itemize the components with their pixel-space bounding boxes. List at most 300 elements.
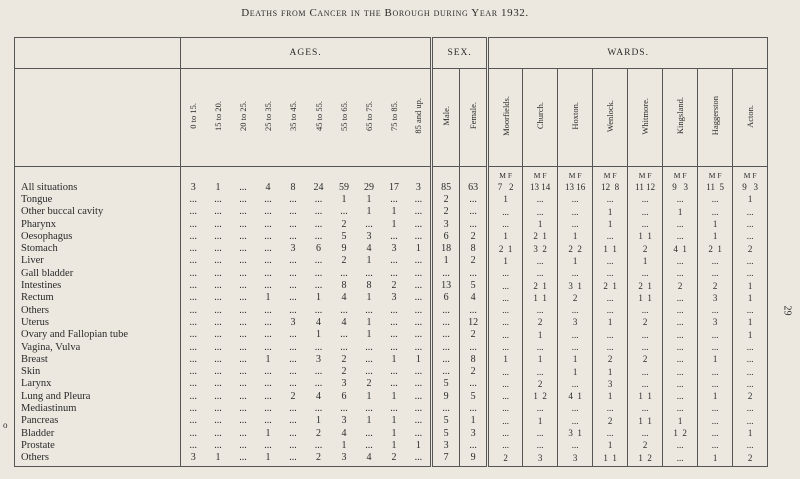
age-cell: ... bbox=[264, 415, 272, 427]
row-label: Oesophagus bbox=[21, 230, 73, 242]
age-cell: ... bbox=[414, 280, 423, 292]
age-cell: 1 bbox=[391, 206, 397, 218]
ward-cell: ... bbox=[593, 267, 628, 279]
ward-cell: ... bbox=[628, 218, 663, 230]
ward-cell: ... bbox=[593, 255, 628, 267]
age-cell: 1 bbox=[415, 439, 421, 451]
age-cell: ... bbox=[365, 341, 373, 353]
mf-blank bbox=[460, 167, 488, 182]
ward-cell: 3 1 bbox=[558, 279, 593, 291]
age-cell: ... bbox=[314, 255, 323, 267]
ward-cell: 1 bbox=[698, 452, 733, 467]
sex-cell: ... bbox=[432, 365, 460, 377]
cancer-deaths-table bbox=[14, 37, 768, 467]
sex-cell: 3 bbox=[432, 439, 460, 451]
ward-cell: ... bbox=[628, 206, 663, 218]
age-cell: 1 bbox=[316, 292, 321, 304]
age-cell: ... bbox=[314, 193, 323, 205]
ward-cell: 1 bbox=[733, 329, 768, 341]
ward-cell: 7 2 bbox=[488, 181, 523, 193]
age-cell: ... bbox=[264, 329, 272, 341]
age-cell: 3 bbox=[391, 292, 397, 304]
age-col-header bbox=[231, 69, 256, 167]
mf-blank bbox=[206, 167, 231, 182]
age-cell: ... bbox=[414, 316, 423, 328]
row-label: Rectum bbox=[21, 292, 54, 304]
age-cell: ... bbox=[239, 329, 247, 341]
row-label: Larynx bbox=[21, 378, 52, 390]
age-cell: ... bbox=[390, 193, 398, 205]
ward-cell: 2 bbox=[733, 390, 768, 402]
ward-cell: 1 bbox=[733, 193, 768, 205]
ward-cell: 2 1 bbox=[523, 279, 558, 291]
ward-cell: ... bbox=[663, 341, 698, 353]
row-label: Intestines bbox=[21, 280, 62, 292]
age-cell: ... bbox=[414, 230, 423, 242]
ward-cell: ... bbox=[488, 390, 523, 402]
mf-label: M F bbox=[628, 167, 663, 182]
sex-cell: 6 bbox=[432, 230, 460, 242]
table-row bbox=[15, 439, 768, 451]
ward-col-header bbox=[488, 69, 523, 167]
ward-cell: ... bbox=[663, 255, 698, 267]
age-col-header bbox=[357, 69, 382, 167]
ward-cell: ... bbox=[698, 365, 733, 377]
sex-cell: ... bbox=[460, 439, 488, 451]
age-cell: 3 bbox=[366, 230, 372, 242]
age-cell: ... bbox=[414, 267, 423, 279]
age-cell: ... bbox=[340, 206, 348, 218]
ward-cell: ... bbox=[698, 329, 733, 341]
age-cell: ... bbox=[181, 353, 206, 365]
sex-cell: ... bbox=[460, 193, 488, 205]
age-cell: 3 bbox=[415, 181, 421, 193]
ward-cell: ... bbox=[558, 206, 593, 218]
age-cell: 3 bbox=[181, 181, 206, 193]
age-cell: ... bbox=[181, 316, 206, 328]
age-cell: ... bbox=[264, 316, 272, 328]
ward-cell: ... bbox=[488, 365, 523, 377]
age-cell: ... bbox=[365, 218, 373, 230]
ward-cell: 2 bbox=[628, 439, 663, 451]
ward-cell: ... bbox=[733, 267, 768, 279]
age-cell: ... bbox=[239, 255, 247, 267]
age-cell: ... bbox=[289, 230, 297, 242]
age-cell: 4 bbox=[341, 292, 347, 304]
ward-cell: 2 1 bbox=[488, 242, 523, 254]
ward-cell: 1 bbox=[558, 230, 593, 242]
ward-cell: ... bbox=[698, 206, 733, 218]
ward-cell: ... bbox=[663, 316, 698, 328]
age-cell: ... bbox=[264, 255, 272, 267]
ward-cell: ... bbox=[628, 365, 663, 377]
ward-cell: ... bbox=[488, 427, 523, 439]
ward-cell: ... bbox=[698, 427, 733, 439]
age-cell: ... bbox=[214, 329, 222, 341]
age-cell: 1 bbox=[391, 439, 397, 451]
age-cell: ... bbox=[239, 415, 247, 427]
ward-cell: ... bbox=[663, 292, 698, 304]
age-cell: 4 bbox=[341, 427, 347, 439]
age-cell: ... bbox=[390, 366, 398, 378]
ward-cell: 1 bbox=[488, 193, 523, 205]
sex-cell: 6 bbox=[432, 292, 460, 304]
ward-cell: 2 bbox=[558, 292, 593, 304]
ward-cell: 3 bbox=[558, 316, 593, 328]
ward-cell: 1 bbox=[523, 218, 558, 230]
ward-cell: 1 bbox=[593, 365, 628, 377]
sex-col-label: Female. bbox=[468, 102, 479, 130]
age-cell: ... bbox=[289, 402, 297, 414]
ward-cell: ... bbox=[558, 218, 593, 230]
sex-cell: 5 bbox=[460, 279, 488, 291]
ward-cell: ... bbox=[523, 402, 558, 414]
age-cell: ... bbox=[289, 206, 297, 218]
age-cell: ... bbox=[407, 452, 432, 467]
age-col-label: 75 to 85. bbox=[389, 101, 399, 131]
sex-cell: 1 bbox=[432, 255, 460, 267]
table-row bbox=[15, 365, 768, 377]
age-cell: 29 bbox=[364, 181, 374, 193]
age-cell: 2 bbox=[341, 255, 347, 267]
age-cell: 2 bbox=[341, 353, 347, 365]
ward-cell: 2 bbox=[488, 452, 523, 467]
age-cell: ... bbox=[239, 402, 247, 414]
row-label: Others bbox=[21, 304, 49, 316]
age-cell: ... bbox=[289, 280, 297, 292]
sex-cell: ... bbox=[432, 353, 460, 365]
age-cell: ... bbox=[340, 329, 348, 341]
ward-col-label: Haggerston bbox=[710, 96, 721, 136]
ward-col-label: Wenlock. bbox=[605, 99, 616, 133]
ward-cell: 2 bbox=[733, 452, 768, 467]
ward-cell: 1 bbox=[698, 230, 733, 242]
ward-cell: ... bbox=[698, 439, 733, 451]
ward-cell: ... bbox=[733, 230, 768, 242]
row-label: Breast bbox=[21, 353, 48, 365]
age-cell: ... bbox=[414, 415, 423, 427]
table-row bbox=[15, 255, 768, 267]
ward-cell: ... bbox=[628, 378, 663, 390]
wards-header: WARDS. bbox=[488, 38, 768, 69]
column-headers bbox=[15, 69, 768, 167]
ward-col-header bbox=[663, 69, 698, 167]
table-row bbox=[15, 316, 768, 328]
age-col-label: 25 to 35. bbox=[263, 101, 273, 131]
ward-cell: ... bbox=[523, 304, 558, 316]
age-cell: ... bbox=[414, 206, 423, 218]
age-cell: 1 bbox=[215, 181, 221, 193]
ward-cell: ... bbox=[558, 304, 593, 316]
age-cell: 1 bbox=[415, 243, 421, 255]
age-cell: 1 bbox=[206, 452, 231, 467]
age-cell: ... bbox=[239, 378, 247, 390]
age-cell: ... bbox=[214, 427, 222, 439]
ward-cell: ... bbox=[593, 341, 628, 353]
ward-cell: ... bbox=[663, 230, 698, 242]
mf-blank bbox=[432, 167, 460, 182]
age-cell: ... bbox=[214, 292, 222, 304]
ward-cell: ... bbox=[488, 304, 523, 316]
age-cell: 2 bbox=[391, 280, 397, 292]
age-cell: 1 bbox=[366, 193, 372, 205]
age-cell: 6 bbox=[341, 390, 347, 402]
age-col-label: 35 to 45. bbox=[288, 101, 298, 131]
age-cell: ... bbox=[214, 402, 222, 414]
ward-cell: 2 bbox=[628, 242, 663, 254]
age-cell: ... bbox=[314, 341, 323, 353]
age-cell: ... bbox=[314, 366, 323, 378]
age-cell: ... bbox=[414, 390, 423, 402]
age-cell: 2 bbox=[290, 390, 296, 402]
ward-cell: ... bbox=[663, 452, 698, 467]
mf-blank bbox=[231, 167, 256, 182]
sex-cell: 2 bbox=[460, 230, 488, 242]
age-cell: ... bbox=[181, 341, 206, 353]
ward-cell: ... bbox=[628, 341, 663, 353]
age-cell: 4 bbox=[265, 181, 271, 193]
age-col-label: 20 to 25. bbox=[238, 101, 248, 131]
age-cell: 1 bbox=[366, 292, 372, 304]
age-cell: ... bbox=[264, 218, 272, 230]
table-row bbox=[15, 218, 768, 230]
ward-cell: ... bbox=[628, 329, 663, 341]
ward-cell: ... bbox=[733, 402, 768, 414]
sex-cell: ... bbox=[460, 402, 488, 414]
ward-cell: ... bbox=[558, 193, 593, 205]
age-cell: ... bbox=[214, 193, 222, 205]
age-cell: ... bbox=[414, 378, 423, 390]
ward-cell: 1 bbox=[558, 255, 593, 267]
age-cell: 2 bbox=[341, 366, 347, 378]
ward-cell: ... bbox=[663, 439, 698, 451]
ward-cell: 1 2 bbox=[628, 452, 663, 467]
age-cell: ... bbox=[264, 206, 272, 218]
age-cell: ... bbox=[390, 402, 398, 414]
ward-cell: ... bbox=[558, 402, 593, 414]
age-cell: ... bbox=[390, 329, 398, 341]
age-cell: ... bbox=[390, 255, 398, 267]
age-cell: 1 bbox=[415, 353, 421, 365]
ward-cell: ... bbox=[733, 353, 768, 365]
ward-cell: ... bbox=[593, 304, 628, 316]
age-cell: 3 bbox=[316, 353, 321, 365]
age-cell: ... bbox=[214, 341, 222, 353]
sex-header: SEX. bbox=[432, 38, 488, 69]
age-cell: ... bbox=[390, 267, 398, 279]
ward-cell: ... bbox=[663, 267, 698, 279]
age-cell: ... bbox=[414, 329, 423, 341]
age-cell: 3 bbox=[341, 378, 347, 390]
age-cell: ... bbox=[414, 292, 423, 304]
ward-cell: ... bbox=[488, 267, 523, 279]
ward-cell: ... bbox=[593, 230, 628, 242]
age-cell: ... bbox=[239, 341, 247, 353]
age-cell: ... bbox=[181, 378, 206, 390]
ward-cell: ... bbox=[733, 439, 768, 451]
age-cell: ... bbox=[414, 304, 423, 316]
ward-cell: ... bbox=[733, 206, 768, 218]
ward-cell: ... bbox=[593, 427, 628, 439]
ward-cell: ... bbox=[488, 206, 523, 218]
ward-cell: 1 1 bbox=[593, 452, 628, 467]
table-row bbox=[15, 329, 768, 341]
age-cell: ... bbox=[181, 329, 206, 341]
age-cell: ... bbox=[289, 329, 297, 341]
row-label: Skin bbox=[21, 366, 41, 378]
mf-label: M F bbox=[698, 167, 733, 182]
age-cell: ... bbox=[214, 415, 222, 427]
ward-cell: ... bbox=[628, 193, 663, 205]
ward-cell: ... bbox=[698, 193, 733, 205]
sex-col-header bbox=[432, 69, 460, 167]
sex-cell: 5 bbox=[432, 378, 460, 390]
ward-cell: 1 bbox=[523, 329, 558, 341]
sex-cell: 5 bbox=[432, 427, 460, 439]
table-body bbox=[15, 167, 768, 467]
ward-cell: 11 5 bbox=[698, 181, 733, 193]
ward-cell: ... bbox=[558, 439, 593, 451]
age-cell: 8 bbox=[290, 181, 296, 193]
ward-cell: 4 1 bbox=[663, 242, 698, 254]
age-cell: ... bbox=[365, 267, 373, 279]
age-cell: ... bbox=[214, 267, 222, 279]
age-cell: ... bbox=[340, 402, 348, 414]
row-label: Bladder bbox=[21, 427, 55, 439]
ward-cell: ... bbox=[488, 341, 523, 353]
ward-cell: 3 bbox=[523, 452, 558, 467]
table-row bbox=[15, 378, 768, 390]
mf-blank bbox=[281, 167, 306, 182]
age-cell: ... bbox=[239, 206, 247, 218]
sex-cell: 9 bbox=[460, 452, 488, 467]
ward-cell: 2 2 bbox=[558, 242, 593, 254]
mf-blank bbox=[357, 167, 382, 182]
age-cell: ... bbox=[239, 390, 247, 402]
sex-col-label: Male. bbox=[441, 106, 452, 126]
age-cell: ... bbox=[365, 304, 373, 316]
age-cell: ... bbox=[414, 255, 423, 267]
ward-cell: 1 bbox=[628, 255, 663, 267]
age-cell: ... bbox=[390, 316, 398, 328]
ward-cell: 1 1 bbox=[593, 242, 628, 254]
age-cell: ... bbox=[264, 230, 272, 242]
ward-cell: ... bbox=[663, 390, 698, 402]
age-cell: ... bbox=[181, 267, 206, 279]
age-cell: 2 bbox=[316, 427, 321, 439]
table-row bbox=[15, 304, 768, 316]
ward-cell: ... bbox=[523, 365, 558, 377]
age-cell: 4 bbox=[357, 452, 382, 467]
age-cell: ... bbox=[289, 341, 297, 353]
ward-cell: 1 bbox=[698, 218, 733, 230]
sex-cell: ... bbox=[432, 304, 460, 316]
ward-cell: ... bbox=[523, 206, 558, 218]
age-cell: 4 bbox=[366, 243, 372, 255]
row-label: Prostate bbox=[21, 439, 55, 451]
age-cell: ... bbox=[314, 230, 323, 242]
age-cell: 1 bbox=[366, 206, 372, 218]
age-cell: ... bbox=[181, 230, 206, 242]
ward-cell: 3 bbox=[698, 292, 733, 304]
ward-cell: 9 3 bbox=[663, 181, 698, 193]
age-cell: ... bbox=[365, 353, 373, 365]
age-cell: 1 bbox=[265, 292, 271, 304]
ward-cell: 2 1 bbox=[523, 230, 558, 242]
age-cell: ... bbox=[231, 452, 256, 467]
ward-cell: ... bbox=[663, 193, 698, 205]
age-cell: ... bbox=[264, 390, 272, 402]
ward-cell: 2 bbox=[628, 353, 663, 365]
ward-cell: 1 1 bbox=[523, 292, 558, 304]
age-cell: 1 bbox=[366, 255, 372, 267]
age-cell: 3 bbox=[181, 452, 206, 467]
ward-cell: 1 bbox=[593, 218, 628, 230]
ward-cell: ... bbox=[558, 329, 593, 341]
sex-cell: ... bbox=[432, 402, 460, 414]
age-cell: ... bbox=[281, 452, 306, 467]
ward-cell: ... bbox=[663, 402, 698, 414]
age-cell: ... bbox=[264, 243, 272, 255]
ward-cell: 11 12 bbox=[628, 181, 663, 193]
age-cell: ... bbox=[390, 230, 398, 242]
age-cell: 1 bbox=[366, 316, 372, 328]
age-cell: ... bbox=[214, 378, 222, 390]
age-cell: ... bbox=[314, 218, 323, 230]
ward-col-header bbox=[733, 69, 768, 167]
age-cell: 3 bbox=[290, 316, 296, 328]
age-col-header bbox=[281, 69, 306, 167]
ward-cell: ... bbox=[523, 267, 558, 279]
page-number: 29 bbox=[781, 305, 793, 316]
ward-cell: 4 1 bbox=[558, 390, 593, 402]
ward-cell: ... bbox=[593, 292, 628, 304]
age-cell: ... bbox=[239, 439, 247, 451]
age-cell: 1 bbox=[256, 452, 281, 467]
ward-cell: 1 bbox=[593, 439, 628, 451]
ward-cell: ... bbox=[488, 439, 523, 451]
ward-cell: ... bbox=[698, 402, 733, 414]
age-cell: ... bbox=[289, 353, 297, 365]
ward-cell: ... bbox=[663, 218, 698, 230]
ward-cell: 1 bbox=[558, 353, 593, 365]
age-cell: ... bbox=[289, 439, 297, 451]
age-cell: ... bbox=[239, 366, 247, 378]
ward-cell: 1 bbox=[593, 206, 628, 218]
age-cell: ... bbox=[239, 280, 247, 292]
sex-cell: ... bbox=[432, 267, 460, 279]
age-cell: ... bbox=[365, 439, 373, 451]
age-col-header bbox=[407, 69, 432, 167]
table-row bbox=[15, 206, 768, 218]
age-cell: ... bbox=[414, 427, 423, 439]
sex-cell: 12 bbox=[460, 316, 488, 328]
age-cell: 1 bbox=[265, 427, 271, 439]
age-cell: 4 bbox=[316, 390, 321, 402]
ward-cell: ... bbox=[488, 279, 523, 291]
ward-cell: 1 bbox=[733, 292, 768, 304]
mf-label: M F bbox=[488, 167, 523, 182]
age-cell: ... bbox=[414, 193, 423, 205]
age-cell: ... bbox=[289, 366, 297, 378]
row-label: Pancreas bbox=[21, 415, 59, 427]
age-cell: 1 bbox=[366, 415, 372, 427]
ward-cell: ... bbox=[663, 365, 698, 377]
ward-cell: 1 bbox=[733, 427, 768, 439]
row-label: Ovary and Fallopian tube bbox=[21, 329, 129, 341]
age-cell: 1 bbox=[391, 353, 397, 365]
ward-cell: ... bbox=[663, 353, 698, 365]
